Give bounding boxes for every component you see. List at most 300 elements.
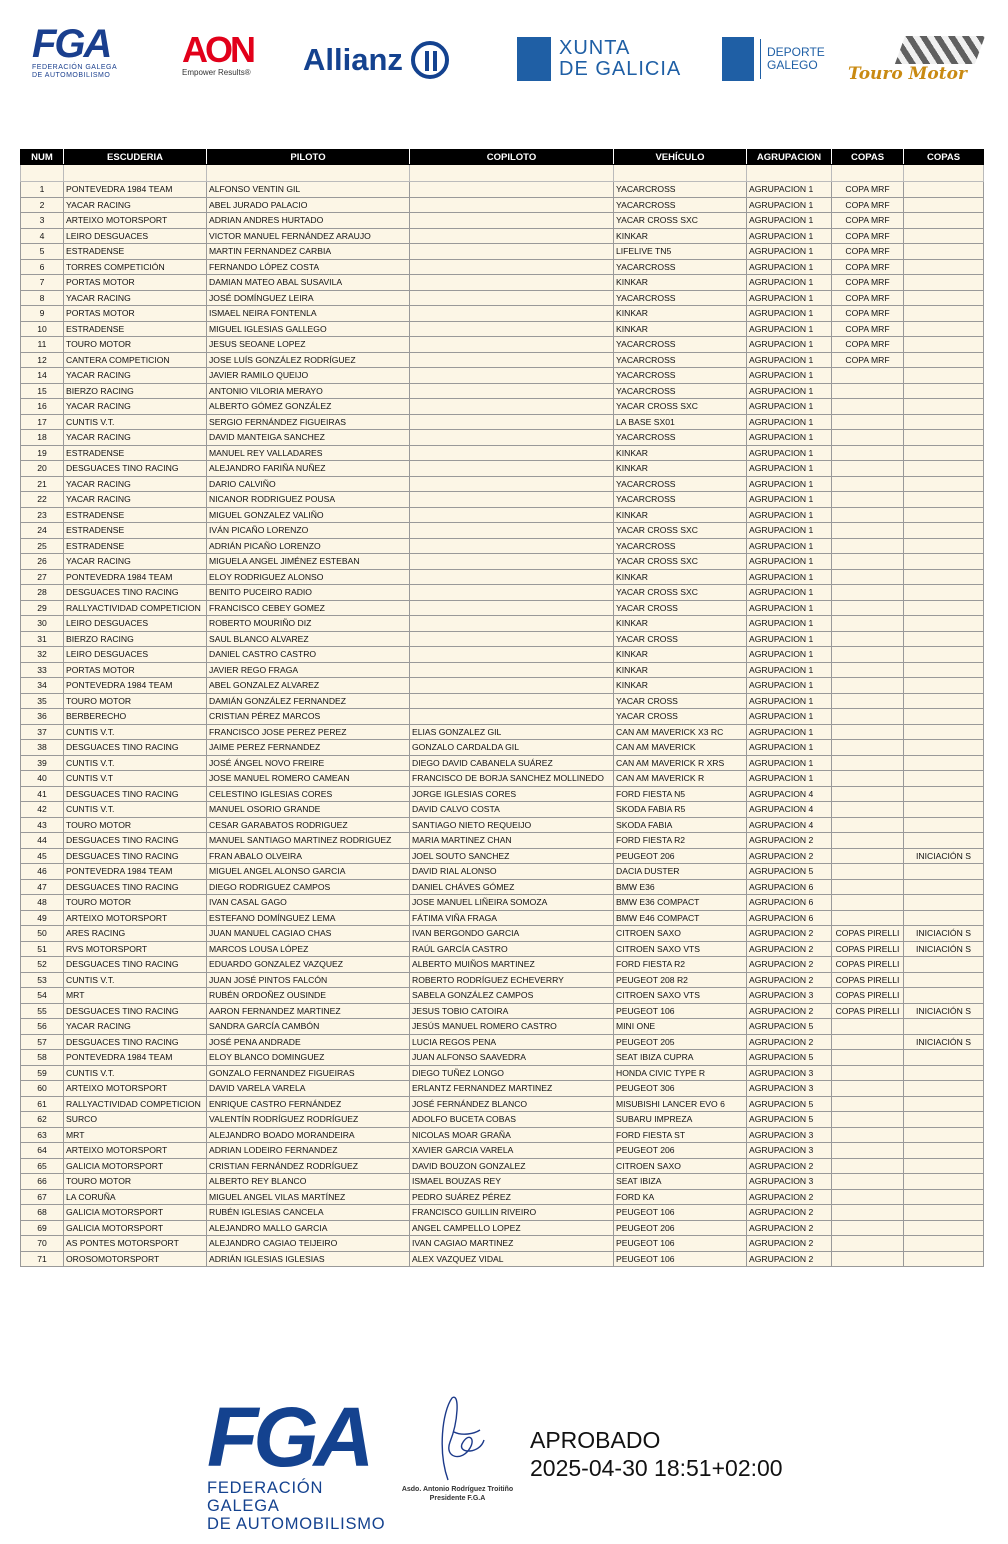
cell-escuderia: RALLYACTIVIDAD COMPETICION — [64, 600, 207, 616]
cell-copiloto — [410, 321, 614, 337]
cell-num: 52 — [21, 957, 64, 973]
cell-agrupacion: AGRUPACION 1 — [747, 461, 832, 477]
cell-agrupacion: AGRUPACION 1 — [747, 213, 832, 229]
cell-copa — [832, 1158, 904, 1174]
cell-escuderia: SURCO — [64, 1112, 207, 1128]
cell-piloto: FRAN ABALO OLVEIRA — [207, 848, 410, 864]
cell-copa2 — [904, 1205, 984, 1221]
cell-vehiculo: PEUGEOT 206 — [614, 1143, 747, 1159]
cell-num: 27 — [21, 569, 64, 585]
cell-copa2 — [904, 709, 984, 725]
cell-piloto: BENITO PUCEIRO RADIO — [207, 585, 410, 601]
table-row — [21, 306, 984, 322]
cell-copa2 — [904, 306, 984, 322]
cell-agrupacion: AGRUPACION 1 — [747, 647, 832, 663]
cell-copa — [832, 445, 904, 461]
cell-piloto: MIGUEL ANGEL ALONSO GARCIA — [207, 864, 410, 880]
cell-num: 23 — [21, 507, 64, 523]
cell-escuderia: DESGUACES TINO RACING — [64, 585, 207, 601]
cell-escuderia: DESGUACES TINO RACING — [64, 1034, 207, 1050]
cell-copa — [832, 755, 904, 771]
cell-escuderia: LEIRO DESGUACES — [64, 616, 207, 632]
cell-copa: COPAS PIRELLI — [832, 1003, 904, 1019]
cell-copiloto — [410, 709, 614, 725]
cell-copa — [832, 507, 904, 523]
cell-escuderia: YACAR RACING — [64, 1019, 207, 1035]
cell-escuderia: DESGUACES TINO RACING — [64, 461, 207, 477]
cell-piloto: JUAN MANUEL CAGIAO CHAS — [207, 926, 410, 942]
cell-num: 62 — [21, 1112, 64, 1128]
cell-copa2 — [904, 1019, 984, 1035]
cell-agrupacion: AGRUPACION 1 — [747, 523, 832, 539]
cell-piloto: ESTEFANO DOMÍNGUEZ LEMA — [207, 910, 410, 926]
cell-copa2 — [904, 1065, 984, 1081]
cell-num: 65 — [21, 1158, 64, 1174]
cell-agrupacion: AGRUPACION 3 — [747, 1065, 832, 1081]
cell-copiloto — [410, 275, 614, 291]
cell-piloto: ELOY BLANCO DOMINGUEZ — [207, 1050, 410, 1066]
cell-copiloto — [410, 290, 614, 306]
table-row — [21, 569, 984, 585]
table-row — [21, 647, 984, 663]
cell-vehiculo: KINKAR — [614, 569, 747, 585]
cell-piloto: JAIME PEREZ FERNANDEZ — [207, 740, 410, 756]
cell-agrupacion: AGRUPACION 3 — [747, 1143, 832, 1159]
cell-copiloto: ANGEL CAMPELLO LOPEZ — [410, 1220, 614, 1236]
cell-copa — [832, 879, 904, 895]
cell-vehiculo: PEUGEOT 306 — [614, 1081, 747, 1097]
cell-copa2 — [904, 802, 984, 818]
cell-agrupacion: AGRUPACION 5 — [747, 1112, 832, 1128]
cell-vehiculo: YACAR CROSS — [614, 693, 747, 709]
cell-vehiculo: MISUBISHI LANCER EVO 6 — [614, 1096, 747, 1112]
deporte-galego-logo: DEPORTE GALEGO — [722, 34, 842, 84]
table-row — [21, 275, 984, 291]
cell-piloto: CRISTIAN PÉREZ MARCOS — [207, 709, 410, 725]
cell-vehiculo: PEUGEOT 208 R2 — [614, 972, 747, 988]
cell-piloto: FRANCISCO JOSE PEREZ PEREZ — [207, 724, 410, 740]
cell-escuderia: RVS MOTORSPORT — [64, 941, 207, 957]
cell-num: 48 — [21, 895, 64, 911]
cell-num: 44 — [21, 833, 64, 849]
table-row — [21, 1112, 984, 1128]
cell-vehiculo: CAN AM MAVERICK X3 RC — [614, 724, 747, 740]
cell-copa2 — [904, 554, 984, 570]
header-agrupacion: AGRUPACION — [747, 150, 832, 165]
cell-copa2 — [904, 507, 984, 523]
cell-copiloto — [410, 182, 614, 198]
cell-agrupacion: AGRUPACION 1 — [747, 771, 832, 787]
cell-num: 33 — [21, 662, 64, 678]
cell-num: 42 — [21, 802, 64, 818]
table-row — [21, 507, 984, 523]
cell-num: 55 — [21, 1003, 64, 1019]
cell-vehiculo: KINKAR — [614, 321, 747, 337]
table-row — [21, 244, 984, 260]
cell-piloto: RUBÉN IGLESIAS CANCELA — [207, 1205, 410, 1221]
cell-piloto: ADRIAN LODEIRO FERNANDEZ — [207, 1143, 410, 1159]
cell-copa2 — [904, 445, 984, 461]
cell-copa2 — [904, 1050, 984, 1066]
cell-num: 5 — [21, 244, 64, 260]
cell-num: 57 — [21, 1034, 64, 1050]
cell-vehiculo: KINKAR — [614, 461, 747, 477]
cell-piloto: JAVIER REGO FRAGA — [207, 662, 410, 678]
cell-copiloto — [410, 352, 614, 368]
table-row — [21, 957, 984, 973]
cell-copa — [832, 383, 904, 399]
cell-agrupacion: AGRUPACION 1 — [747, 414, 832, 430]
cell-num: 30 — [21, 616, 64, 632]
cell-copa — [832, 724, 904, 740]
cell-escuderia: YACAR RACING — [64, 492, 207, 508]
cell-copiloto — [410, 399, 614, 415]
cell-agrupacion: AGRUPACION 1 — [747, 631, 832, 647]
cell-vehiculo: KINKAR — [614, 445, 747, 461]
cell-piloto: ENRIQUE CASTRO FERNÁNDEZ — [207, 1096, 410, 1112]
cell-num: 67 — [21, 1189, 64, 1205]
table-header-row — [21, 150, 984, 165]
table-row — [21, 182, 984, 198]
table-row — [21, 988, 984, 1004]
cell-copa: COPA MRF — [832, 321, 904, 337]
cell-agrupacion: AGRUPACION 2 — [747, 1251, 832, 1267]
cell-copa — [832, 476, 904, 492]
header-escuderia: ESCUDERIA — [64, 150, 207, 165]
cell-agrupacion: AGRUPACION 4 — [747, 802, 832, 818]
cell-vehiculo: HONDA CIVIC TYPE R — [614, 1065, 747, 1081]
cell-agrupacion: AGRUPACION 1 — [747, 275, 832, 291]
cell-copa — [832, 647, 904, 663]
cell-copa2 — [904, 569, 984, 585]
cell-copa2 — [904, 275, 984, 291]
cell-copa — [832, 461, 904, 477]
cell-piloto: ADRIÁN PICAÑO LORENZO — [207, 538, 410, 554]
cell-copa2 — [904, 724, 984, 740]
cell-agrupacion: AGRUPACION 1 — [747, 228, 832, 244]
cell-piloto: DAMIÁN GONZÁLEZ FERNANDEZ — [207, 693, 410, 709]
table-row — [21, 1143, 984, 1159]
cell-vehiculo: YACARCROSS — [614, 538, 747, 554]
cell-copa2 — [904, 182, 984, 198]
cell-agrupacion: AGRUPACION 1 — [747, 383, 832, 399]
cell-copa — [832, 1220, 904, 1236]
cell-copa — [832, 1096, 904, 1112]
cell-piloto: MIGUEL GONZALEZ VALIÑO — [207, 507, 410, 523]
cell-escuderia: MRT — [64, 1127, 207, 1143]
cell-vehiculo: PEUGEOT 205 — [614, 1034, 747, 1050]
table-row — [21, 259, 984, 275]
cell-copa — [832, 1236, 904, 1252]
cell-num: 29 — [21, 600, 64, 616]
cell-vehiculo: PEUGEOT 206 — [614, 1220, 747, 1236]
table-row — [21, 368, 984, 384]
cell-copa — [832, 1034, 904, 1050]
cell-piloto: ANTONIO VILORIA MERAYO — [207, 383, 410, 399]
cell-num: 19 — [21, 445, 64, 461]
cell-copa2 — [904, 1081, 984, 1097]
table-row — [21, 972, 984, 988]
table-row — [21, 383, 984, 399]
table-row — [21, 290, 984, 306]
cell-copiloto — [410, 213, 614, 229]
cell-escuderia: ARTEIXO MOTORSPORT — [64, 1081, 207, 1097]
cell-vehiculo: BMW E46 COMPACT — [614, 910, 747, 926]
cell-agrupacion: AGRUPACION 1 — [747, 197, 832, 213]
cell-escuderia: CUNTIS V.T. — [64, 1065, 207, 1081]
cell-escuderia: DESGUACES TINO RACING — [64, 786, 207, 802]
cell-copiloto — [410, 259, 614, 275]
cell-vehiculo: KINKAR — [614, 678, 747, 694]
cell-copiloto — [410, 678, 614, 694]
cell-vehiculo: FORD FIESTA R2 — [614, 957, 747, 973]
cell-piloto: JESUS SEOANE LOPEZ — [207, 337, 410, 353]
cell-copiloto: JESÚS MANUEL ROMERO CASTRO — [410, 1019, 614, 1035]
cell-copa2 — [904, 1174, 984, 1190]
header-copiloto: COPILOTO — [410, 150, 614, 165]
cell-vehiculo: KINKAR — [614, 306, 747, 322]
cell-copiloto — [410, 507, 614, 523]
cell-copa2 — [904, 228, 984, 244]
aon-logo: AON Empower Results® — [182, 29, 253, 77]
cell-copiloto — [410, 445, 614, 461]
cell-agrupacion: AGRUPACION 1 — [747, 290, 832, 306]
cell-agrupacion: AGRUPACION 1 — [747, 399, 832, 415]
cell-escuderia: PONTEVEDRA 1984 TEAM — [64, 678, 207, 694]
cell-vehiculo: SEAT IBIZA CUPRA — [614, 1050, 747, 1066]
cell-copa2 — [904, 399, 984, 415]
cell-copa — [832, 1019, 904, 1035]
cell-copa — [832, 554, 904, 570]
cell-vehiculo: YACAR CROSS SXC — [614, 554, 747, 570]
cell-agrupacion: AGRUPACION 5 — [747, 864, 832, 880]
cell-copiloto — [410, 368, 614, 384]
cell-escuderia: DESGUACES TINO RACING — [64, 848, 207, 864]
cell-copiloto: DAVID RIAL ALONSO — [410, 864, 614, 880]
approval-stamp — [530, 1426, 783, 1482]
cell-copa2 — [904, 197, 984, 213]
cell-copa — [832, 678, 904, 694]
cell-piloto: JOSÉ PENA ANDRADE — [207, 1034, 410, 1050]
cell-agrupacion: AGRUPACION 1 — [747, 352, 832, 368]
cell-copiloto: ELIAS GONZALEZ GIL — [410, 724, 614, 740]
cell-copiloto: FRANCISCO DE BORJA SANCHEZ MOLLINEDO — [410, 771, 614, 787]
cell-copa — [832, 399, 904, 415]
table-row — [21, 895, 984, 911]
cell-escuderia: CUNTIS V.T — [64, 771, 207, 787]
cell-agrupacion: AGRUPACION 1 — [747, 600, 832, 616]
cell-num: 37 — [21, 724, 64, 740]
cell-num: 60 — [21, 1081, 64, 1097]
cell-vehiculo: PEUGEOT 106 — [614, 1205, 747, 1221]
cell-agrupacion: AGRUPACION 1 — [747, 337, 832, 353]
cell-copiloto: JORGE IGLESIAS CORES — [410, 786, 614, 802]
table-row — [21, 709, 984, 725]
xunta-galicia-logo: XUNTA DE GALICIA — [517, 34, 687, 84]
cell-copa — [832, 1081, 904, 1097]
cell-vehiculo: YACAR CROSS SXC — [614, 523, 747, 539]
cell-vehiculo: CITROEN SAXO — [614, 1158, 747, 1174]
cell-escuderia: RALLYACTIVIDAD COMPETICION — [64, 1096, 207, 1112]
cell-piloto: AARON FERNANDEZ MARTINEZ — [207, 1003, 410, 1019]
cell-copiloto — [410, 197, 614, 213]
cell-escuderia: CUNTIS V.T. — [64, 724, 207, 740]
cell-num: 54 — [21, 988, 64, 1004]
cell-copa2 — [904, 461, 984, 477]
cell-copiloto — [410, 306, 614, 322]
cell-piloto: ABEL GONZALEZ ALVAREZ — [207, 678, 410, 694]
cell-copa2 — [904, 290, 984, 306]
cell-agrupacion: AGRUPACION 1 — [747, 724, 832, 740]
cell-copiloto — [410, 600, 614, 616]
cell-copiloto: DANIEL CHÁVES GÓMEZ — [410, 879, 614, 895]
cell-escuderia: GALICIA MOTORSPORT — [64, 1205, 207, 1221]
cell-piloto: GONZALO FERNANDEZ FIGUEIRAS — [207, 1065, 410, 1081]
table-row — [21, 910, 984, 926]
cell-copa: COPAS PIRELLI — [832, 941, 904, 957]
cell-escuderia: CUNTIS V.T. — [64, 802, 207, 818]
cell-vehiculo: PEUGEOT 106 — [614, 1251, 747, 1267]
cell-vehiculo: FORD FIESTA ST — [614, 1127, 747, 1143]
cell-copa2 — [904, 786, 984, 802]
cell-copiloto — [410, 461, 614, 477]
cell-copa — [832, 1112, 904, 1128]
cell-piloto: MANUEL REY VALLADARES — [207, 445, 410, 461]
cell-vehiculo: KINKAR — [614, 647, 747, 663]
cell-copa2 — [904, 678, 984, 694]
cell-vehiculo: CAN AM MAVERICK R — [614, 771, 747, 787]
sponsor-logo-bar — [0, 20, 1008, 100]
cell-piloto: ISMAEL NEIRA FONTENLA — [207, 306, 410, 322]
cell-num: 56 — [21, 1019, 64, 1035]
cell-escuderia: LA CORUÑA — [64, 1189, 207, 1205]
cell-copa: COPAS PIRELLI — [832, 972, 904, 988]
cell-copa2 — [904, 321, 984, 337]
cell-escuderia: BIERZO RACING — [64, 631, 207, 647]
cell-copa2 — [904, 895, 984, 911]
cell-escuderia: YACAR RACING — [64, 430, 207, 446]
cell-copiloto: IVAN CAGIAO MARTINEZ — [410, 1236, 614, 1252]
cell-copa: COPA MRF — [832, 244, 904, 260]
cell-piloto: ALBERTO GÓMEZ GONZÁLEZ — [207, 399, 410, 415]
cell-num: 9 — [21, 306, 64, 322]
cell-num: 4 — [21, 228, 64, 244]
cell-copa2 — [904, 740, 984, 756]
cell-copiloto: ERLANTZ FERNANDEZ MARTINEZ — [410, 1081, 614, 1097]
cell-escuderia: DESGUACES TINO RACING — [64, 1003, 207, 1019]
cell-escuderia: ARTEIXO MOTORSPORT — [64, 910, 207, 926]
president-signature: Asdo. Antonio Rodríguez Troitiño Presidente F.G.A — [400, 1392, 515, 1510]
table-row — [21, 1236, 984, 1252]
cell-agrupacion: AGRUPACION 3 — [747, 988, 832, 1004]
cell-copa — [832, 569, 904, 585]
cell-piloto: MARCOS LOUSA LÓPEZ — [207, 941, 410, 957]
cell-num: 26 — [21, 554, 64, 570]
cell-piloto: VALENTÍN RODRÍGUEZ RODRÍGUEZ — [207, 1112, 410, 1128]
cell-agrupacion: AGRUPACION 1 — [747, 430, 832, 446]
cell-piloto: VICTOR MANUEL FERNÁNDEZ ARAUJO — [207, 228, 410, 244]
cell-copa: COPA MRF — [832, 213, 904, 229]
cell-copiloto: ISMAEL BOUZAS REY — [410, 1174, 614, 1190]
cell-escuderia: TORRES COMPETICIÓN — [64, 259, 207, 275]
cell-escuderia: GALICIA MOTORSPORT — [64, 1158, 207, 1174]
table-row — [21, 1158, 984, 1174]
touro-motor-logo: Touro Motor — [848, 34, 988, 94]
table-row — [21, 848, 984, 864]
cell-piloto: RUBÉN ORDOÑEZ OUSINDE — [207, 988, 410, 1004]
cell-agrupacion: AGRUPACION 1 — [747, 678, 832, 694]
cell-escuderia: DESGUACES TINO RACING — [64, 957, 207, 973]
cell-copa: COPA MRF — [832, 275, 904, 291]
cell-copiloto: SABELA GONZÁLEZ CAMPOS — [410, 988, 614, 1004]
cell-copiloto: GONZALO CARDALDA GIL — [410, 740, 614, 756]
cell-agrupacion: AGRUPACION 4 — [747, 817, 832, 833]
cell-copa2 — [904, 616, 984, 632]
cell-vehiculo: YACAR CROSS SXC — [614, 585, 747, 601]
cell-copa — [832, 910, 904, 926]
cell-copa — [832, 1174, 904, 1190]
table-row — [21, 445, 984, 461]
cell-copa2: INICIACIÓN S — [904, 848, 984, 864]
cell-vehiculo: YACARCROSS — [614, 182, 747, 198]
cell-copiloto: ADOLFO BUCETA COBAS — [410, 1112, 614, 1128]
cell-copa2 — [904, 662, 984, 678]
cell-copiloto: JESUS TOBIO CATOIRA — [410, 1003, 614, 1019]
cell-escuderia: ARES RACING — [64, 926, 207, 942]
table-row — [21, 1174, 984, 1190]
cell-num: 24 — [21, 523, 64, 539]
cell-copiloto: XAVIER GARCIA VARELA — [410, 1143, 614, 1159]
table-row — [21, 1220, 984, 1236]
cell-copa — [832, 1143, 904, 1159]
cell-vehiculo: LIFELIVE TN5 — [614, 244, 747, 260]
cell-num: 38 — [21, 740, 64, 756]
cell-copa2 — [904, 988, 984, 1004]
cell-vehiculo: PEUGEOT 106 — [614, 1236, 747, 1252]
cell-agrupacion: AGRUPACION 2 — [747, 1189, 832, 1205]
cell-num: 20 — [21, 461, 64, 477]
cell-copiloto: PEDRO SUÁREZ PÉREZ — [410, 1189, 614, 1205]
cell-copa2 — [904, 259, 984, 275]
cell-agrupacion: AGRUPACION 5 — [747, 1096, 832, 1112]
cell-num: 51 — [21, 941, 64, 957]
cell-copa2 — [904, 1236, 984, 1252]
cell-copa2 — [904, 1220, 984, 1236]
cell-vehiculo: YACARCROSS — [614, 352, 747, 368]
table-row — [21, 476, 984, 492]
cell-copa — [832, 1065, 904, 1081]
cell-copa2 — [904, 337, 984, 353]
cell-vehiculo: CAN AM MAVERICK — [614, 740, 747, 756]
cell-escuderia: TOURO MOTOR — [64, 693, 207, 709]
cell-num: 28 — [21, 585, 64, 601]
cell-vehiculo: CITROEN SAXO VTS — [614, 988, 747, 1004]
cell-num: 25 — [21, 538, 64, 554]
cell-agrupacion: AGRUPACION 6 — [747, 895, 832, 911]
cell-vehiculo: SKODA FABIA R5 — [614, 802, 747, 818]
cell-num: 10 — [21, 321, 64, 337]
cell-vehiculo: DACIA DUSTER — [614, 864, 747, 880]
cell-copa2 — [904, 1096, 984, 1112]
cell-copa — [832, 585, 904, 601]
table-row — [21, 1050, 984, 1066]
header-copas-2: COPAS — [904, 150, 984, 165]
table-row — [21, 740, 984, 756]
cell-piloto: SERGIO FERNÁNDEZ FIGUEIRAS — [207, 414, 410, 430]
cell-copiloto — [410, 523, 614, 539]
cell-num: 21 — [21, 476, 64, 492]
cell-copa — [832, 1251, 904, 1267]
